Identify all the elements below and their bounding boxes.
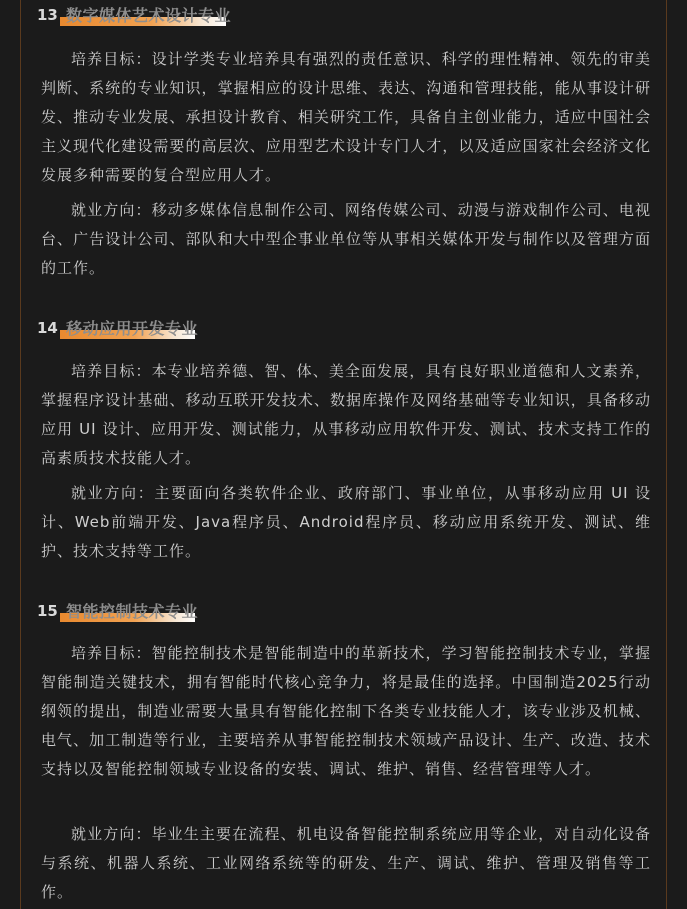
training-goal-paragraph: 培养目标：智能控制技术是智能制造中的革新技术，学习智能控制技术专业，掌握智能制造关键技术，拥有智能时代核心竞争力，将是最佳的选择。中国制造2025行动纲领的提出，制造业需要大量具有智能化控制下各类专业技能人才，该专业涉及机械、电气、加工制造等行业，主要培养从事智能控制技术领域产品设计、生产、改造、技术支持以及智能控制领域专业设备的安装、调试、维护、销售、经营管理等人才。: [41, 644, 651, 778]
training-goal-paragraph: 培养目标：本专业培养德、智、体、美全面发展，具有良好职业道德和人文素养，掌握程序设计基础、移动互联开发技术、数据库操作及网络基础等专业知识，具备移动应用 UI 设计、应用开发、测试能力，从事移动应用软件开发、测试、技术支持工作的高素质技术技能人才。: [41, 362, 651, 467]
career-direction-paragraph: 就业方向：主要面向各类软件企业、政府部门、事业单位，从事移动应用 UI 设计、Web前端开发、Java程序员、Android程序员、移动应用系统开发、测试、维护、技术支持等工作。: [41, 484, 651, 560]
section-title: 智能控制技术专业: [66, 602, 199, 621]
training-goal-paragraph: 培养目标：设计学类专业培养具有强烈的责任意识、科学的理性精神、领先的审美判断、系统的专业知识，掌握相应的设计思维、表达、沟通和管理技能，能从事设计研发、推动专业发展、承担设计教育、相关研究工作，具备自主创业能力，适应中国社会主义现代化建设需要的高层次、应用型艺术设计专门人才，以及适应国家社会经济文化发展多种需要的复合型应用人才。: [41, 50, 651, 184]
section-number: 14: [37, 319, 58, 337]
section-number: 13: [37, 6, 58, 24]
right-border-line: [666, 0, 667, 909]
career-direction-paragraph: 就业方向：移动多媒体信息制作公司、网络传媒公司、动漫与游戏制作公司、电视台、广告设计公司、部队和大中型企事业单位等从事相关媒体开发与制作以及管理方面的工作。: [41, 201, 651, 277]
section-title: 数字媒体艺术设计专业: [66, 6, 232, 25]
left-border-line: [20, 0, 21, 909]
career-direction-paragraph: 就业方向：毕业生主要在流程、机电设备智能控制系统应用等企业，对自动化设备与系统、机器人系统、工业网络系统等的研发、生产、调试、维护、管理及销售等工作。: [41, 825, 651, 901]
section-number: 15: [37, 602, 58, 620]
section-title: 移动应用开发专业: [66, 319, 199, 338]
